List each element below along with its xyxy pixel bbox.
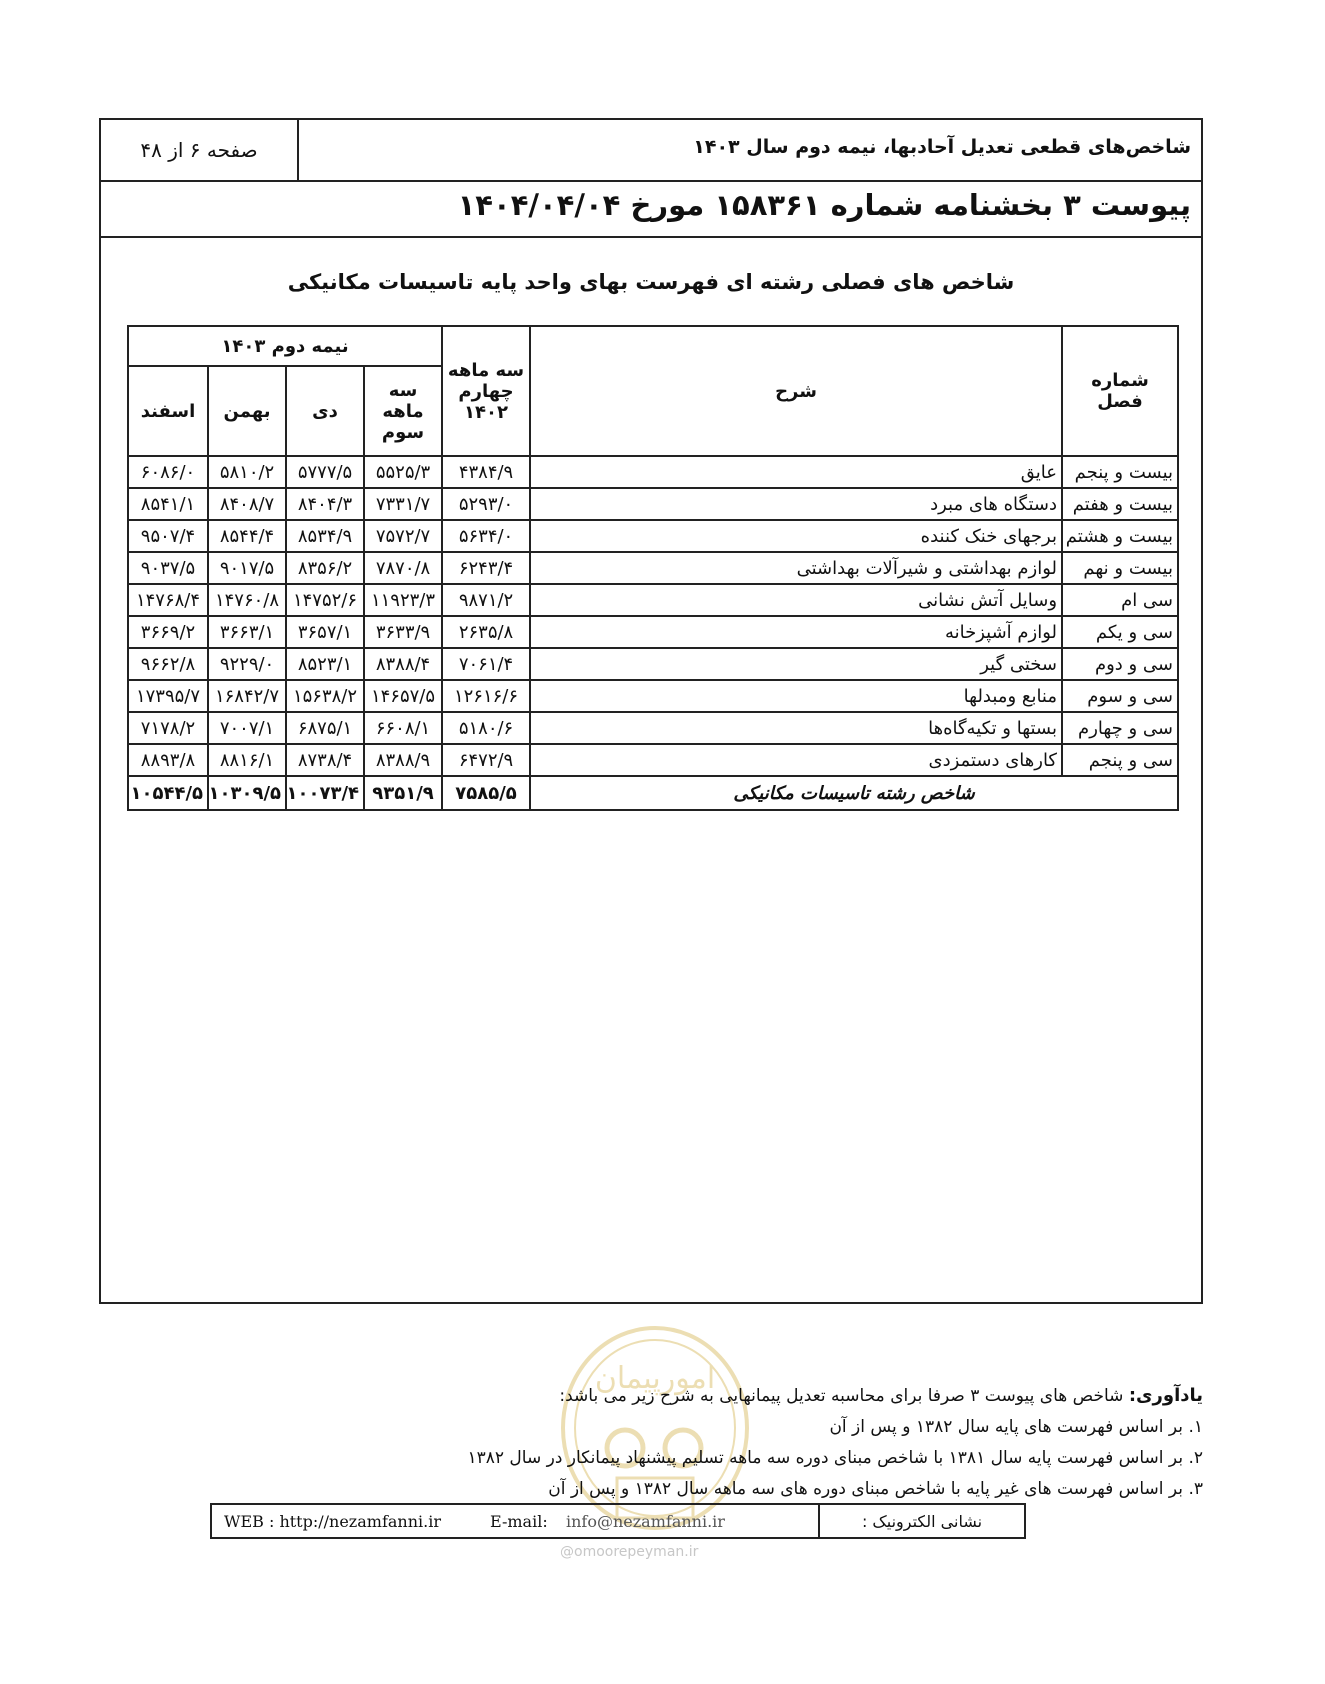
- note-item: ۱. بر اساس فهرست های پایه سال ۱۳۸۲ و پس از آن: [829, 1417, 1203, 1437]
- cell-q4-1402: ۹۸۷۱/۲: [442, 584, 530, 616]
- note-item: ۳. بر اساس فهرست های غیر پایه با شاخص مبنای دوره های سه ماهه سال ۱۳۸۲ و پس از آن: [548, 1479, 1203, 1499]
- cell-q3: ۷۸۷۰/۸: [364, 552, 442, 584]
- cell-q4-1402: ۵۱۸۰/۶: [442, 712, 530, 744]
- cell-section: سی و پنجم: [1062, 744, 1178, 776]
- cell-esfand: ۶۰۸۶/۰: [128, 456, 208, 488]
- cell-q4-1402: ۲۶۳۵/۸: [442, 616, 530, 648]
- index-table: [127, 325, 1179, 811]
- cell-dey: ۸۵۳۴/۹: [286, 520, 364, 552]
- cell-section: بیست و هشتم: [1062, 520, 1178, 552]
- cell-bahman: ۸۴۰۸/۷: [208, 488, 286, 520]
- cell-dey: ۸۷۳۸/۴: [286, 744, 364, 776]
- cell-esfand: ۱۴۷۶۸/۴: [128, 584, 208, 616]
- cell-dey: ۵۷۷۷/۵: [286, 456, 364, 488]
- cell-q3: ۷۵۷۲/۷: [364, 520, 442, 552]
- cell-section: سی و یکم: [1062, 616, 1178, 648]
- cell-dey: ۱۵۶۳۸/۲: [286, 680, 364, 712]
- annex-row: [101, 180, 1201, 238]
- cell-q3: ۷۳۳۱/۷: [364, 488, 442, 520]
- cell-description: بستها و تکیه‌گاه‌ها: [530, 712, 1062, 744]
- cell-q3: ۸۳۸۸/۴: [364, 648, 442, 680]
- cell-dey: ۱۴۷۵۲/۶: [286, 584, 364, 616]
- notes-label: یادآوری:: [1128, 1385, 1203, 1406]
- seal-text: امورپیمان: [594, 1361, 716, 1396]
- table-row: [128, 488, 1178, 520]
- cell-esfand: ۹۵۰۷/۴: [128, 520, 208, 552]
- cell-description: لوازم بهداشتی و شیرآلات بهداشتی: [530, 552, 1062, 584]
- total-q4-1402: ۷۵۸۵/۵: [442, 776, 530, 810]
- cell-q3: ۱۱۹۲۳/۳: [364, 584, 442, 616]
- table-row: [128, 680, 1178, 712]
- cell-q4-1402: ۵۲۹۳/۰: [442, 488, 530, 520]
- cell-q4-1402: ۴۳۸۴/۹: [442, 456, 530, 488]
- table-row: [128, 520, 1178, 552]
- cell-bahman: ۳۶۶۳/۱: [208, 616, 286, 648]
- cell-q3: ۵۵۲۵/۳: [364, 456, 442, 488]
- col-header-dey: دی: [286, 366, 364, 456]
- col-header-description: شرح: [530, 326, 1062, 456]
- cell-q3: ۱۴۶۵۷/۵: [364, 680, 442, 712]
- cell-section: سی ام: [1062, 584, 1178, 616]
- cell-q4-1402: ۵۶۳۴/۰: [442, 520, 530, 552]
- cell-q4-1402: ۱۲۶۱۶/۶: [442, 680, 530, 712]
- cell-q4-1402: ۶۲۴۳/۴: [442, 552, 530, 584]
- notes-intro-line: [468, 1380, 1204, 1412]
- col-header-bahman: بهمن: [208, 366, 286, 456]
- cell-bahman: ۷۰۰۷/۱: [208, 712, 286, 744]
- cell-description: سختی گیر: [530, 648, 1062, 680]
- cell-description: وسایل آتش نشانی: [530, 584, 1062, 616]
- cell-esfand: ۸۵۴۱/۱: [128, 488, 208, 520]
- cell-description: دستگاه های مبرد: [530, 488, 1062, 520]
- cell-section: بیست و هفتم: [1062, 488, 1178, 520]
- cell-dey: ۸۳۵۶/۲: [286, 552, 364, 584]
- cell-esfand: ۹۶۶۲/۸: [128, 648, 208, 680]
- cell-esfand: ۱۷۳۹۵/۷: [128, 680, 208, 712]
- cell-bahman: ۹۲۲۹/۰: [208, 648, 286, 680]
- cell-section: بیست و پنجم: [1062, 456, 1178, 488]
- cell-description: لوازم آشپزخانه: [530, 616, 1062, 648]
- cell-q3: ۳۶۳۳/۹: [364, 616, 442, 648]
- contact-label: نشانی الکترونیک :: [818, 1505, 1024, 1537]
- page-number: صفحه ۶ از ۴۸: [101, 120, 299, 180]
- cell-description: منابع ومبدلها: [530, 680, 1062, 712]
- cell-q4-1402: ۷۰۶۱/۴: [442, 648, 530, 680]
- table-title: شاخص های فصلی رشته ای فهرست بهای واحد پایه تاسیسات مکانیکی: [287, 270, 1015, 294]
- cell-description: عایق: [530, 456, 1062, 488]
- cell-bahman: ۸۸۱۶/۱: [208, 744, 286, 776]
- cell-dey: ۳۶۵۷/۱: [286, 616, 364, 648]
- col-header-section: شماره فصل: [1062, 326, 1178, 456]
- table-row: [128, 456, 1178, 488]
- cell-esfand: ۸۸۹۳/۸: [128, 744, 208, 776]
- cell-dey: ۸۴۰۴/۳: [286, 488, 364, 520]
- cell-esfand: ۳۶۶۹/۲: [128, 616, 208, 648]
- table-row: [128, 616, 1178, 648]
- annex-title: پیوست ۳ بخشنامه شماره ۱۵۸۳۶۱ مورخ ۱۴۰۴/۰۴/۰۴: [457, 188, 1191, 222]
- cell-section: سی و سوم: [1062, 680, 1178, 712]
- cell-bahman: ۹۰۱۷/۵: [208, 552, 286, 584]
- cell-description: کارهای دستمزدی: [530, 744, 1062, 776]
- document-frame: [99, 118, 1203, 1304]
- contact-box: [210, 1503, 1026, 1539]
- table-body: [128, 456, 1178, 810]
- cell-dey: ۸۵۲۳/۱: [286, 648, 364, 680]
- total-esfand: ۱۰۵۴۴/۵: [128, 776, 208, 810]
- website-link[interactable]: WEB : http://nezamfanni.ir: [224, 1512, 441, 1531]
- cell-section: بیست و نهم: [1062, 552, 1178, 584]
- col-header-q3: سه ماهه سوم: [364, 366, 442, 456]
- email-label: E-mail:: [490, 1512, 548, 1531]
- cell-dey: ۶۸۷۵/۱: [286, 712, 364, 744]
- header-row: [101, 120, 1201, 182]
- group-header-h2-1403: نیمه دوم ۱۴۰۳: [128, 326, 442, 366]
- cell-bahman: ۸۵۴۴/۴: [208, 520, 286, 552]
- table-row: [128, 744, 1178, 776]
- email-link[interactable]: info@nezamfanni.ir: [566, 1512, 725, 1531]
- cell-q3: ۶۶۰۸/۱: [364, 712, 442, 744]
- cell-bahman: ۵۸۱۰/۲: [208, 456, 286, 488]
- table-row: [128, 552, 1178, 584]
- col-header-q4-1402: سه ماهه چهارم ۱۴۰۲: [442, 326, 530, 456]
- note-item: ۲. بر اساس فهرست پایه سال ۱۳۸۱ با شاخص مبنای دوره سه ماهه تسلیم پیشنهاد پیمانکار در سال ۱۳۸۲: [467, 1448, 1203, 1468]
- col-header-esfand: اسفند: [128, 366, 208, 456]
- cell-bahman: ۱۶۸۴۲/۷: [208, 680, 286, 712]
- table-row: [128, 648, 1178, 680]
- cell-esfand: ۹۰۳۷/۵: [128, 552, 208, 584]
- cell-description: برجهای خنک کننده: [530, 520, 1062, 552]
- cell-esfand: ۷۱۷۸/۲: [128, 712, 208, 744]
- table-row: [128, 712, 1178, 744]
- header-title: شاخص‌های قطعی تعدیل آحادبها، نیمه دوم سال ۱۴۰۳: [693, 136, 1191, 158]
- cell-section: سی و دوم: [1062, 648, 1178, 680]
- watermark-url: @omoorepeyman.ir: [560, 1544, 699, 1560]
- cell-section: سی و چهارم: [1062, 712, 1178, 744]
- cell-q4-1402: ۶۴۷۲/۹: [442, 744, 530, 776]
- total-q3: ۹۳۵۱/۹: [364, 776, 442, 810]
- total-label: شاخص رشته تاسیسات مکانیکی: [530, 776, 1178, 810]
- cell-bahman: ۱۴۷۶۰/۸: [208, 584, 286, 616]
- notes-intro: شاخص های پیوست ۳ صرفا برای محاسبه تعدیل پیمانهایی به شرح زیر می باشد:: [559, 1386, 1124, 1406]
- total-bahman: ۱۰۳۰۹/۵: [208, 776, 286, 810]
- notes-section: [468, 1380, 1204, 1505]
- total-row: [128, 776, 1178, 810]
- cell-q3: ۸۳۸۸/۹: [364, 744, 442, 776]
- total-dey: ۱۰۰۷۳/۴: [286, 776, 364, 810]
- table-row: [128, 584, 1178, 616]
